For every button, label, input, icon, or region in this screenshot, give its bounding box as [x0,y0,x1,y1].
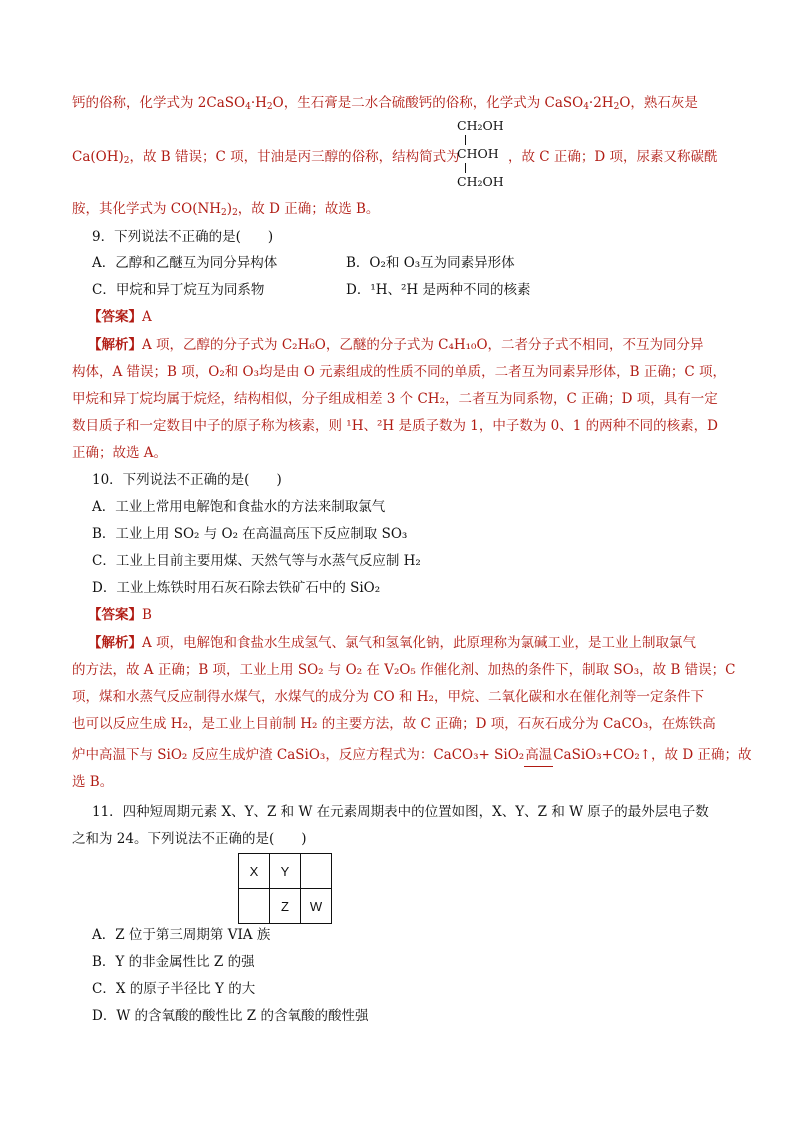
question-11-stem: 11．四种短周期元素 X、Y、Z 和 W 在元素周期表中的位置如图，X、Y、Z 和 W 原子的最外层电子数 [92,804,709,820]
analysis-9-line: 甲烷和异丁烷均属于烷烃，结构相似，分子组成相差 3 个 CH₂，二者互为同系物，C 正确；D 项，具有一定 [72,391,718,407]
bond-line [465,163,466,173]
analysis-10-line: 项，煤和水蒸气反应制得水煤气，水煤气的成分为 CO 和 H₂，甲烷、二氧化碳和水在催化剂等一定条件下 [72,689,704,705]
option-9a: A．乙醇和乙醚互为同分异构体 [92,255,278,271]
table-cell: Z [270,889,301,924]
option-10c: C．工业上目前主要用煤、天然气等与水蒸气反应制 H₂ [92,553,421,569]
option-9d: D．¹H、²H 是两种不同的核素 [346,282,531,298]
answer-9 [88,306,152,328]
explanation-line: 胺，其化学式为 $CO(NH_2)_2$，故 D 正确；故选 B。 [72,201,380,218]
text-run: A 项，乙醇的分子式为 C₂H₆O，乙醚的分子式为 C₄H₁₀O，二者分子式不相同，不互为同分异 [142,337,704,353]
text-run: ·H [250,95,267,111]
table-cell: X [239,854,270,889]
analysis-10-line: 的方法，故 A 正确；B 项，工业上用 SO₂ 与 O₂ 在 V₂O₅ 作催化剂、加热的条件下，制取 SO₃，故 B 错误；C [72,662,736,678]
option-11d: D．W 的含氧酸的酸性比 Z 的含氧酸的酸性强 [92,1008,369,1024]
text-run: ·2H [588,95,614,111]
bond-line [465,135,466,145]
analysis-9-line [88,334,704,356]
table-cell [239,889,270,924]
option-9c: C．甲烷和异丁烷互为同系物 [92,282,265,298]
periodic-table-fragment [238,853,332,924]
structure-top: CH₂OH [457,118,504,133]
analysis-tag: 【解析】 [88,337,142,353]
analysis-9-line: 构体，A 错误；B 项，O₂和 O₃均是由 O 元素组成的性质不同的单质，二者互为同素异形体，B 正确；C 项， [72,364,726,380]
table-cell: W [301,889,332,924]
text-run: ，故 D 正确；故选 B。 [237,201,380,217]
answer-value: B [142,607,152,623]
structure-middle: CHOH [457,146,499,161]
text-run: 钙的俗称，化学式为 2CaSO [72,95,246,111]
text-run: O，生石膏是二水合硫酸钙的俗称，化学式为 CaSO [272,95,584,111]
question-11-stem-cont: 之和为 24。下列说法不正确的是( ) [72,831,307,847]
analysis-9-line: 正确；故选 A。 [72,445,168,461]
table-cell [301,854,332,889]
text-run: ，故 B 错误；C 项，甘油是丙三醇的俗称，结构简式为 [129,149,460,165]
option-11b: B．Y 的非金属性比 Z 的强 [92,954,255,970]
answer-tag: 【答案】 [88,607,142,623]
question-9-stem: 9．下列说法不正确的是( ) [92,229,274,245]
option-10b: B．工业上用 SO₂ 与 O₂ 在高温高压下反应制取 SO₃ [92,526,408,542]
text-run: CaSiO₃+CO₂↑，故 D 正确；故 [553,747,752,763]
option-11c: C．X 的原子半径比 Y 的大 [92,981,256,997]
answer-value: A [142,309,152,325]
text-run: O，熟石灰是 [619,95,698,111]
text-run: Ca(OH) [72,149,124,165]
option-9b: B．O₂和 O₃互为同素异形体 [346,255,515,271]
analysis-10-line [88,632,696,654]
structure-bottom: CH₂OH [457,174,504,189]
explanation-line-tail: ，故 C 正确；D 项，尿素又称碳酰 [508,149,718,165]
analysis-10-line [72,744,751,767]
table-cell: Y [270,854,301,889]
question-10-stem: 10．下列说法不正确的是( ) [92,472,282,488]
table-row [239,889,332,924]
text-run: 炉中高温下与 SiO₂ 反应生成炉渣 CaSiO₃，反应方程式为：CaCO₃+ SiO₂ [72,747,525,763]
analysis-10-line: 也可以反应生成 H₂，是工业上目前制 H₂ 的主要方法，故 C 正确；D 项，石灰石成分为 CaCO₃，在炼铁高 [72,716,716,732]
answer-10 [88,604,152,626]
text-run: ) [226,201,233,217]
analysis-9-line: 数目质子和一定数目中子的原子称为核素，则 ¹H、²H 是质子数为 1，中子数为 0、1 的两种不同的核素，D [72,418,718,434]
explanation-line: 钙的俗称，化学式为 $2CaSO_4\cdot H_2O$，生石膏是二水合硫酸钙的俗称，化学式为 $CaSO_4\cdot 2H_2O$，熟石灰是 [72,95,698,112]
table-row [239,854,332,889]
option-10a: A．工业上常用电解饱和食盐水的方法来制取氯气 [92,499,386,515]
analysis-tag: 【解析】 [88,635,142,651]
reaction-condition [524,744,553,767]
option-10d: D．工业上炼铁时用石灰石除去铁矿石中的 SiO₂ [92,580,381,596]
explanation-line: $Ca(OH)_2$，故 B 错误；C 项，甘油是丙三醇的俗称，结构简式为 [72,149,460,166]
text-run: 胺，其化学式为 CO(NH [72,201,222,217]
analysis-10-line: 选 B。 [72,774,114,790]
answer-tag: 【答案】 [88,309,142,325]
condition-label: 高温 [525,747,553,763]
option-11a: A．Z 位于第三周期第 VIA 族 [92,927,271,943]
text-run: A 项，电解饱和食盐水生成氢气、氯气和氢氧化钠，此原理称为氯碱工业，是工业上制取氯气 [142,635,697,651]
